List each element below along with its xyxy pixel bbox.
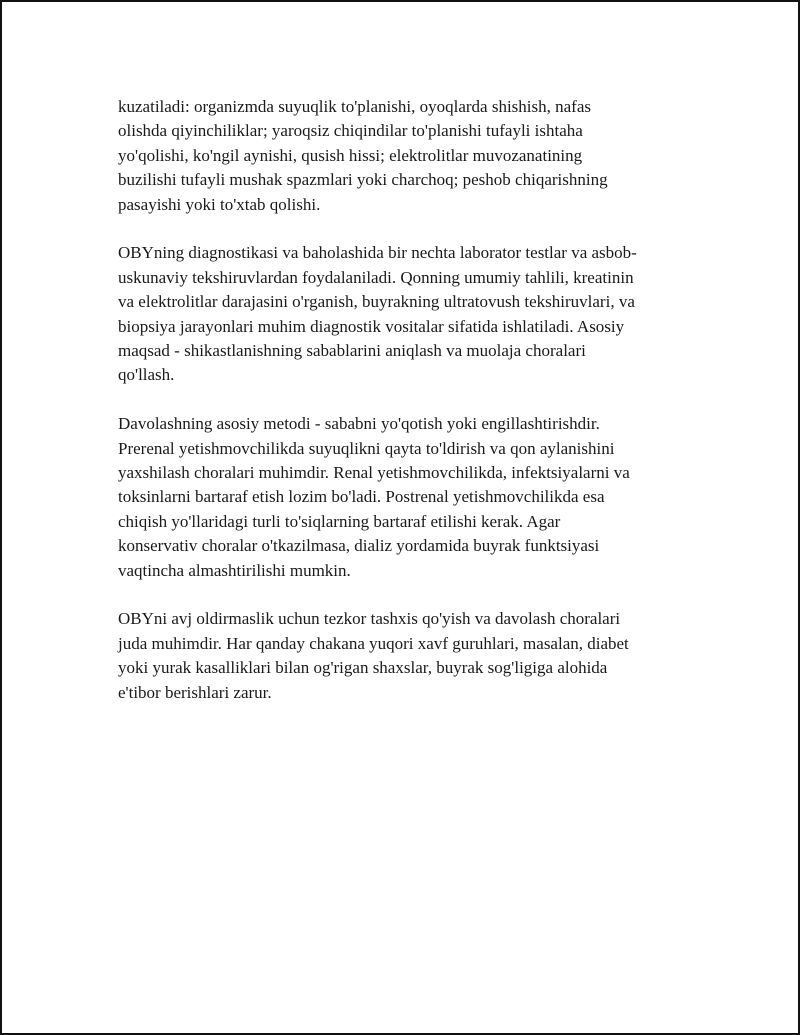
document-body: [118, 95, 698, 730]
text-line: OBYning diagnostikasi va baholashida bir nechta laborator testlar va asbob-: [118, 243, 637, 263]
text-line: juda muhimdir. Har qanday chakana yuqori xavf guruhlari, masalan, diabet: [118, 633, 629, 653]
text-line: qo'llash.: [118, 365, 175, 385]
text-line: uskunaviy tekshiruvlardan foydalaniladi. Qonning umumiy tahlili, kreatinin: [118, 267, 634, 287]
text-line: konservativ choralar o'tkazilmasa, dializ yordamida buyrak funktsiyasi: [118, 536, 600, 556]
paragraph-prevention: [118, 607, 698, 705]
text-line: chiqish yo'llaridagi turli to'siqlarning bartaraf etilishi kerak. Agar: [118, 511, 561, 531]
text-line: buzilishi tufayli mushak spazmlari yoki charchoq; peshob chiqarishning: [118, 170, 608, 190]
text-line: yoki yurak kasalliklari bilan og'rigan shaxslar, buyrak sog'ligiga alohida: [118, 658, 608, 678]
text-line: vaqtincha almashtirilishi mumkin.: [118, 560, 351, 580]
text-line: va elektrolitlar darajasini o'rganish, buyrakning ultratovush tekshiruvlari, va: [118, 292, 635, 312]
text-line: e'tibor berishlari zarur.: [118, 682, 272, 702]
text-line: maqsad - shikastlanishning sabablarini aniqlash va muolaja choralari: [118, 341, 586, 361]
paragraph-symptoms: [118, 95, 698, 217]
text-line: Prerenal yetishmovchilikda suyuqlikni qayta to'ldirish va qon aylanishini: [118, 438, 615, 458]
text-line: biopsiya jarayonlari muhim diagnostik vositalar sifatida ishlatiladi. Asosiy: [118, 316, 625, 336]
text-line: olishda qiyinchiliklar; yaroqsiz chiqindilar to'planishi tufayli ishtaha: [118, 121, 583, 141]
text-line: yaxshilash choralari muhimdir. Renal yetishmovchilikda, infektsiyalarni va: [118, 463, 630, 483]
text-line: yo'qolishi, ko'ngil aynishi, qusish hissi; elektrolitlar muvozanatining: [118, 145, 583, 165]
text-line: kuzatiladi: organizmda suyuqlik to'planishi, oyoqlarda shishish, nafas: [118, 97, 592, 116]
paragraph-treatment: [118, 412, 698, 583]
text-line: OBYni avj oldirmaslik uchun tezkor tashxis qo'yish va davolash choralari: [118, 609, 621, 629]
text-line: pasayishi yoki to'xtab qolishi.: [118, 194, 321, 214]
paragraph-diagnostics: [118, 241, 698, 387]
text-line: Davolashning asosiy metodi - sababni yo'qotish yoki engillashtirishdir.: [118, 414, 600, 434]
text-line: toksinlarni bartaraf etish lozim bo'ladi. Postrenal yetishmovchilikda esa: [118, 487, 605, 507]
